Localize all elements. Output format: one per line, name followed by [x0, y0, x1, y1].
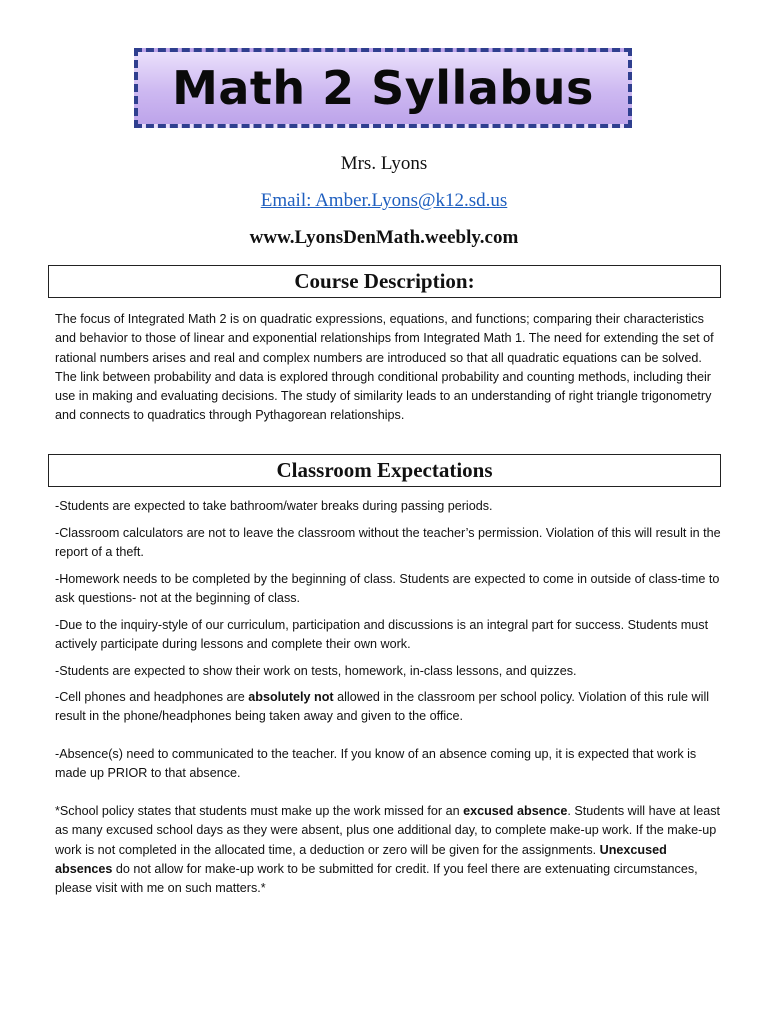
school-policy	[55, 802, 723, 898]
policy-text-3: do not allow for make-up work to be submitted for credit. If you feel there are extenuating circumstances, please visit with me on such matters.*	[55, 861, 698, 896]
expectation-item: -Homework needs to be completed by the beginning of class. Students are expected to come in outside of class-time to ask questions- not at the beginning of class.	[55, 572, 720, 606]
phones-policy	[55, 688, 723, 727]
title-banner	[134, 48, 632, 128]
teacher-name: Mrs. Lyons	[340, 153, 428, 174]
absence-policy: -Absence(s) need to communicated to the teacher. If you know of an absence coming up, it is expected that work is made up PRIOR to that absence.	[55, 747, 697, 781]
email-line	[0, 190, 768, 212]
phones-bold: absolutely not	[248, 690, 334, 704]
website-url: www.LyonsDenMath.weebly.com	[249, 227, 519, 248]
phones-text-before: -Cell phones and headphones are	[55, 690, 249, 704]
policy-text-2: . Students will have at least as many excused school days as they were absent, plus one additional day, to complete make-up work. If the make-up work is not completed in the allocated time, a deduction or zero will be given for the assignments.	[55, 804, 721, 857]
expectation-item: -Due to the inquiry-style of our curriculum, participation and discussions is an integral part for success. Students must actively participate during lessons and complete their own work.	[55, 618, 709, 652]
course-description-heading: Course Description:	[48, 265, 721, 298]
expectation-item: -Classroom calculators are not to leave the classroom without the teacher’s permission. Violation of this will result in the report of a theft.	[55, 526, 721, 560]
policy-bold-excused: excused absence	[463, 804, 568, 818]
email-link[interactable]: Email: Amber.Lyons@k12.sd.us	[260, 190, 508, 211]
phones-text-after: allowed in the classroom per school policy. Violation of this rule will result in the phone/headphones being taken away and given to the office.	[55, 690, 710, 724]
course-description-text: The focus of Integrated Math 2 is on quadratic expressions, equations, and functions; comparing their characteristics and behavior to those of linear and exponential relationships from Integrated Math 1. The need for extending the set of rational numbers arises and real and complex numbers are introduced so that all quadratic equations can be solved. The link between probability and data is explored through conditional probability and counting methods, including their use in making and evaluating decisions. The study of similarity leads to an understanding of right triangle trigonometry and connects to quadratics through Pythagorean relationships.	[55, 312, 714, 423]
page-title: Math 2 Syllabus	[172, 61, 594, 115]
expectation-item: -Students are expected to show their work on tests, homework, in-class lessons, and quizzes.	[55, 664, 577, 678]
classroom-expectations-heading: Classroom Expectations	[48, 454, 721, 487]
expectation-item: -Students are expected to take bathroom/water breaks during passing periods.	[55, 499, 493, 513]
policy-text-1: *School policy states that students must make up the work missed for an	[55, 804, 464, 818]
policy-bold-unexcused: Unexcused absences	[55, 842, 667, 876]
